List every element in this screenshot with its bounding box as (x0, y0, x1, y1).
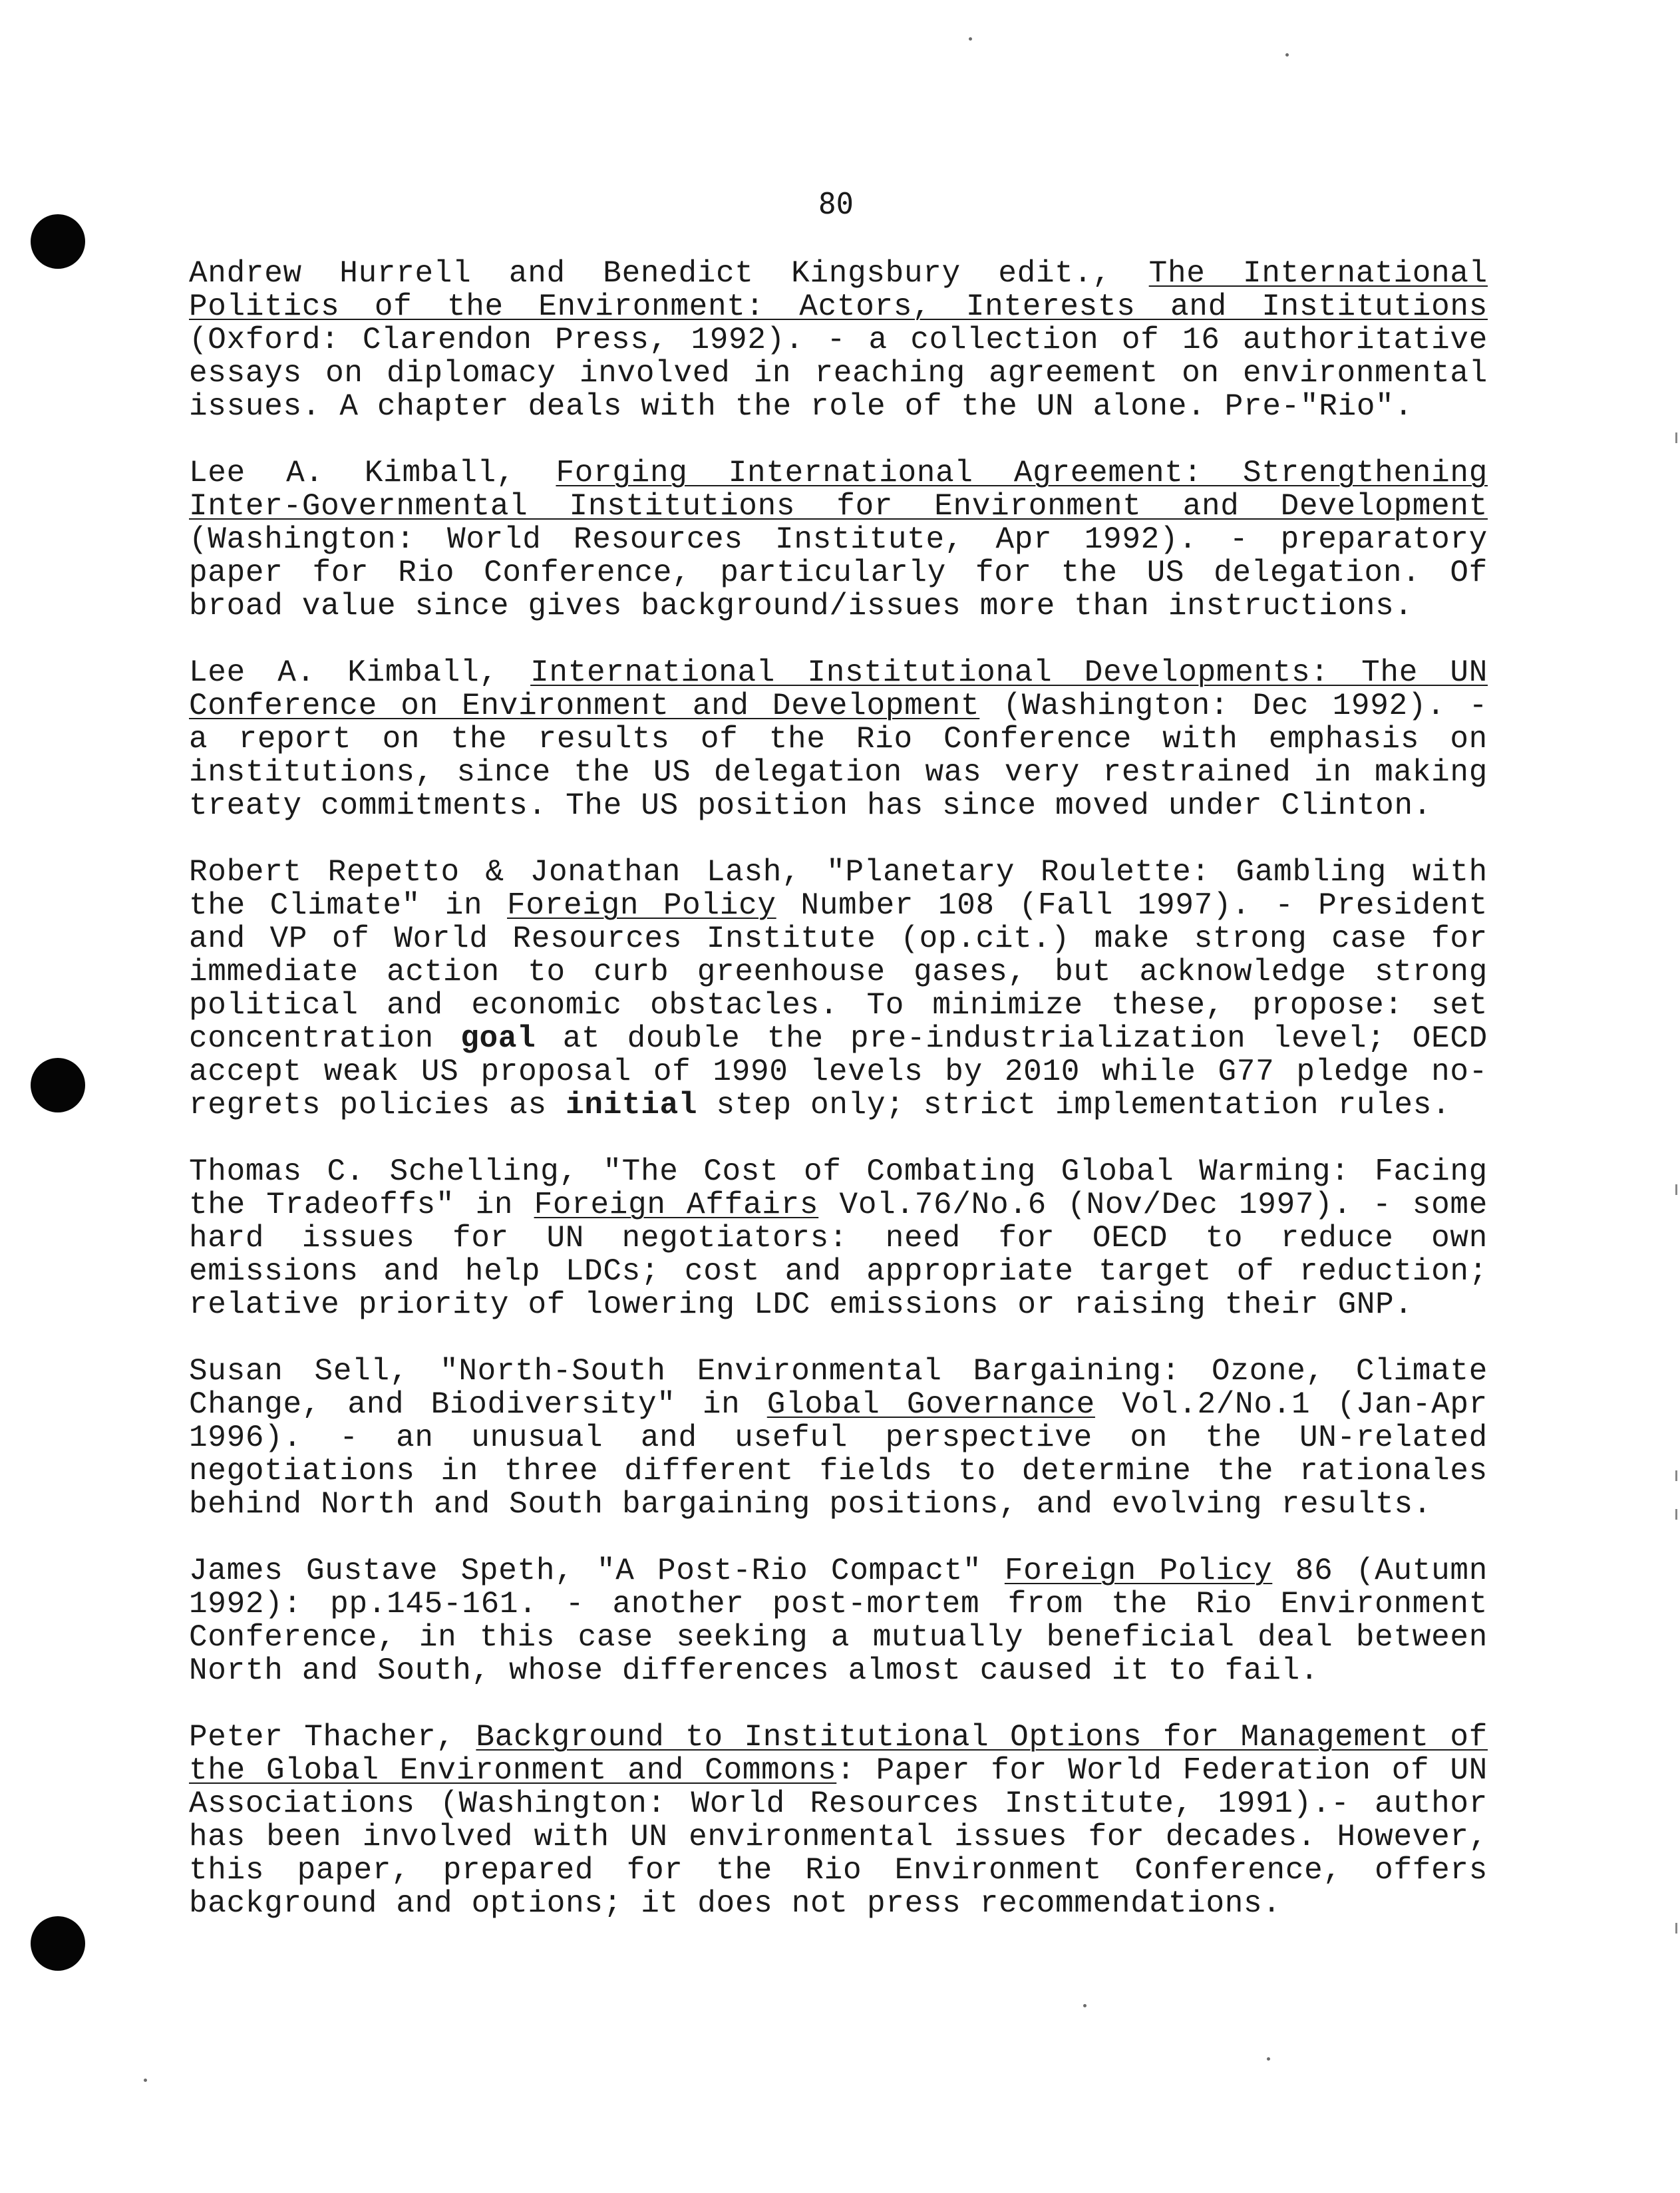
entry-annotation: (Washington: World Resources Institute, Apr 1992). - preparatory paper for Rio Conference, particularly for the US delegation. Of broad value since gives background/issues more than instructions. (189, 522, 1488, 623)
entry-annotation: (Oxford: Clarendon Press, 1992). - a collection of 16 authoritative essays on diplomacy involved in reaching agreement on environmental issues. A chapter deals with the role of the UN alone. Pre-"Rio". (189, 323, 1488, 424)
page-number: 80 (818, 187, 854, 221)
bibliography-list (189, 257, 1488, 1953)
edge-mark (1675, 432, 1677, 443)
edge-mark (1675, 1923, 1677, 1934)
emphasis-initial: initial (566, 1088, 698, 1122)
entry-title: International Institutional Developments: The UN Conference on Environment and Development (189, 655, 1488, 723)
entry-annotation-end: step only; strict implementation rules. (697, 1088, 1451, 1122)
entry-author-text: Susan Sell, "North-South Environmental Bargaining: Ozone, Climate Change, and Biodiversity" in (189, 1354, 1488, 1422)
bibliography-entry (189, 856, 1488, 1122)
entry-title: Global Governance (766, 1387, 1095, 1422)
entry-annotation: Vol.76/No.6 (Nov/Dec 1997). - some hard issues for UN negotiators: need for OECD to reduce own emissions and help LDCs; cost and appropriate target of reduction; relative priority of lowering LDC emissions or raising their GNP. (189, 1188, 1488, 1322)
entry-annotation-continued: at double the pre-industrialization level; OECD accept weak US proposal of 1990 levels by 2010 while G77 pledge no-regrets policies as (189, 1021, 1488, 1122)
entry-author-text: James Gustave Speth, "A Post-Rio Compact" (189, 1554, 1005, 1588)
entry-title: Foreign Affairs (534, 1188, 819, 1222)
scan-speck (1285, 53, 1289, 57)
scan-speck (1267, 2057, 1270, 2061)
punch-hole (31, 1916, 85, 1971)
scan-speck (969, 37, 972, 41)
bibliography-entry (189, 1554, 1488, 1687)
entry-author-text: Lee A. Kimball, (189, 655, 531, 690)
entry-title: Foreign Policy (1004, 1554, 1273, 1588)
scan-speck (1083, 2004, 1087, 2007)
entry-author-text: Lee A. Kimball, (189, 456, 556, 490)
entry-annotation: (Washington: Dec 1992). - a report on the results of the Rio Conference with emphasis on institutions, since the US delegation was very restrained in making treaty commitments. The US position has since moved under Clinton. (189, 689, 1488, 823)
entry-title: The International Politics of the Environment: Actors, Interests and Institutions (189, 256, 1488, 324)
bibliography-entry (189, 1355, 1488, 1521)
entry-author-text: Thomas C. Schelling, "The Cost of Combating Global Warming: Facing the Tradeoffs" in (189, 1154, 1488, 1222)
entry-annotation: Vol.2/No.1 (Jan-Apr 1996). - an unusual and useful perspective on the UN-related negotiations in three different fields to determine the rationales behind North and South bargaining positions, and evolving results. (189, 1387, 1488, 1522)
edge-mark (1675, 1184, 1677, 1195)
bibliography-entry (189, 456, 1488, 623)
entry-annotation: 86 (Autumn 1992): pp.145-161. - another post-mortem from the Rio Environment Conference, in this case seeking a mutually beneficial deal between North and South, whose differences almost caused it to fail. (189, 1554, 1488, 1688)
entry-author-text: Andrew Hurrell and Benedict Kingsbury edit., (189, 256, 1149, 291)
scan-speck (144, 2079, 147, 2082)
entry-author-text: Peter Thacher, (189, 1720, 476, 1755)
entry-annotation: Number 108 (Fall 1997). - President and VP of World Resources Institute (op.cit.) make strong case for immediate action to curb greenhouse gases, but acknowledge strong political and economic obstacles. To minimize these, propose: set concentration (189, 888, 1488, 1056)
entry-annotation: : Paper for World Federation of UN Associations (Washington: World Resources Institute, 1991).- author has been involved with UN environmental issues for decades. However, this paper, prepared for the Rio Environment Conference, offers background and options; it does not press recommendations. (189, 1753, 1488, 1921)
entry-author-text: Robert Repetto & Jonathan Lash, "Planetary Roulette: Gambling with the Climate" in (189, 855, 1488, 923)
edge-mark (1675, 1470, 1677, 1481)
edge-mark (1675, 1509, 1677, 1520)
punch-hole (31, 214, 85, 269)
entry-title: Foreign Policy (507, 888, 776, 923)
entry-title: Background to Institutional Options for Management of the Global Environment and Commons (189, 1720, 1488, 1788)
bibliography-entry (189, 656, 1488, 822)
entry-title: Forging International Agreement: Strengthening Inter-Governmental Institutions for Environment and Development (189, 456, 1488, 524)
bibliography-entry (189, 1155, 1488, 1321)
punch-hole (31, 1058, 85, 1112)
bibliography-entry (189, 1721, 1488, 1920)
bibliography-entry (189, 257, 1488, 423)
emphasis-goal: goal (460, 1021, 536, 1056)
